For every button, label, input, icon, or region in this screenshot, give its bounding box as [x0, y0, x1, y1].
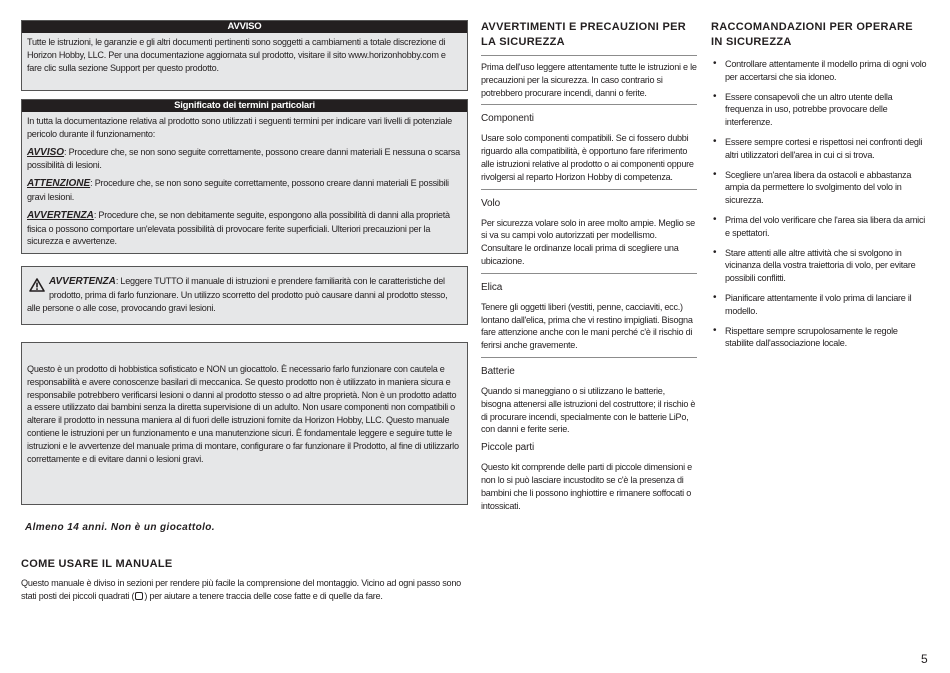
recommendations-title: RACCOMANDAZIONI PER OPERARE IN SICUREZZA: [711, 21, 913, 48]
term-label: AVVISO: [27, 146, 65, 158]
section-text-volo: Per sicurezza volare solo in aree molto ampie. Meglio se si va su campi volo autorizzati per modellismo. Consultare le ordinanze locali prima di scegliere una ubicazione.: [481, 217, 695, 266]
terms-title: Significato dei termini particolari: [22, 100, 467, 112]
list-item: • Rispettare sempre scrupolosamente le regole stabilite dall'associazione locale.: [711, 325, 927, 351]
recommendations-column: [711, 20, 927, 350]
list-item: • Prima del volo verificare che l'area sia libera da amici e spettatori.: [711, 214, 927, 240]
hobby-box: [21, 342, 468, 505]
safety-title: AVVERTIMENTI E PRECAUZIONI PER LA SICUREZZA: [481, 21, 686, 48]
terms-box: [21, 99, 468, 254]
warning-body: : Leggere TUTTO il manuale di istruzioni e prendere familiarità con le caratteristiche del prodotto, prima di farlo funzionare. Un utilizzo scorretto del prodotto può causare danni al prodotto stesso, alle persone o alle cose, provocando gravi lesioni.: [27, 276, 448, 313]
age-note: Almeno 14 anni. Non è un giocattolo.: [25, 522, 215, 533]
section-text-elica: Tenere gli oggetti liberi (vestiti, penne, cacciaviti, ecc.) lontano dall'elica, prima che vi restino impigliati. Bisogna fare attenzione anche con le mani perché c'è il rischio di ferirsi anche gravemente.: [481, 301, 693, 351]
manual-body: [21, 577, 468, 603]
list-item: • Controllare attentamente il modello prima di ogni volo per accertarsi che sia idoneo.: [711, 58, 927, 84]
manual-body-start: Questo manuale è diviso in sezioni per rendere più facile la comprensione del montaggio. Vicino ad ogni passo sono stati posti dei piccoli quadrati (: [21, 578, 461, 601]
divider: [481, 273, 697, 274]
warning-text: [27, 275, 462, 314]
term-label: AVVERTENZA: [27, 209, 94, 221]
term-text: : Procedure che, se non sono seguite correttamente, possono creare danni materiali E possibili gravi lesioni.: [27, 178, 449, 202]
section-text-piccole-parti: Questo kit comprende delle parti di piccole dimensioni e non lo si può lasciare incustodito se c'è la presenza di bambini che li possono inghiottire e rimanere soffocati o intossicati.: [481, 462, 692, 511]
divider: [481, 55, 697, 56]
safety-intro: Prima dell'uso leggere attentamente tutte le istruzioni e le precauzioni per la sicurezza. In caso contrario si potrebbero procurare incendi, danni o ferite.: [481, 62, 697, 98]
safety-column: [481, 20, 697, 512]
section-text-componenti: Usare solo componenti compatibili. Se ci fossero dubbi riguardo alla compatibilità, è opportuno fare riferimento alle istruzioni relative al prodotto o ai componenti oppure rivolgersi al reparto Horizon Hobby di competenza.: [481, 133, 694, 182]
term-text: : Procedure che, se non sono seguite correttamente, possono creare danni materiali E nessuna o scarsa possibilità di lesioni.: [27, 146, 460, 171]
term-attenzione: [27, 177, 462, 204]
hobby-body: Questo è un prodotto di hobbistica sofisticato e NON un giocattolo. È necessario farlo funzionare con cautela e responsabilità e avere conoscenze basilari di meccanica. Se questo prodotto non è utilizzato in maniera sicura e responsabile potrebbero verificarsi lesioni o danni al prodotto stesso o ad altre proprietà. Non è un prodotto adatto a essere utilizzato dai bambini senza la diretta supervisione di un adulto. Non usare componenti non compatibili o alterare il prodotto in nessuna maniera al di fuori delle istruzioni fornite da Horizon Hobby, LLC. Questo manuale contiene le istruzioni per un funzionamento e una manutenzione sicuri. È fondamentale leggere e seguire tutte le istruzioni e le avvertenze del manuale prima di montare, configurare o far funzionare il Prodotto, al fine di utilizzarlo correttamente e di evitare danni o lesioni gravi.: [27, 364, 459, 464]
list-item: • Essere sempre cortesi e rispettosi nei confronti degli altri utilizzatori dell'area in cui ci si trova.: [711, 136, 927, 162]
term-label: ATTENZIONE: [27, 178, 91, 190]
manual-body-end: ) per aiutare a tenere traccia delle cose fatte e di quelle da fare.: [144, 590, 383, 601]
divider: [481, 104, 697, 105]
checkbox-square-icon: [135, 592, 143, 600]
notice-title: AVVISO: [22, 21, 467, 33]
section-heading-piccole-parti: Piccole parti: [481, 442, 535, 454]
list-item: • Essere consapevoli che un altro utente della frequenza in uso, potrebbe provocare delle interferenze.: [711, 91, 927, 129]
list-item: • Scegliere un'area libera da ostacoli e abbastanza ampia da permettere lo svolgimento del volo in sicurezza.: [711, 169, 927, 207]
manual-title: COME USARE IL MANUALE: [21, 558, 173, 570]
term-avviso: [27, 146, 462, 173]
warning-box: [21, 266, 468, 325]
divider: [481, 189, 697, 190]
warning-triangle-icon: [29, 278, 45, 292]
manual-section: [21, 557, 468, 603]
page-number: 5: [921, 652, 928, 666]
section-heading-elica: Elica: [481, 281, 503, 293]
list-item: • Pianificare attentamente il volo prima di lanciare il modello.: [711, 292, 927, 318]
term-avvertenza: [27, 209, 462, 248]
section-heading-volo: Volo: [481, 197, 501, 209]
warning-term: AVVERTENZA: [49, 276, 116, 287]
list-item: • Stare attenti alle altre attività che si svolgono in vicinanza della vostra traiettoria di volo, per evitare possibili conflitti.: [711, 247, 927, 285]
notice-box: [21, 20, 468, 91]
notice-body: Tutte le istruzioni, le garanzie e gli altri documenti pertinenti sono soggetti a cambiamenti a totale discrezione di Horizon Hobby, LLC. Per una documentazione aggiornata sul prodotto, visitare il sito www.horizonhobby.com e fare clic sulla sezione Support per questo prodotto.: [27, 37, 446, 73]
recommendations-list: [711, 58, 927, 350]
term-text: : Procedure che, se non debitamente seguite, espongono alla possibilità di danni alla proprietà fisica o possono comportare un'elevata possibilità di provocare ferite superficiali. Ulteriori precauzioni per la sicurezza e avvertenze.: [27, 209, 450, 247]
section-heading-componenti: Componenti: [481, 113, 534, 125]
divider: [481, 357, 697, 358]
terms-intro: In tutta la documentazione relativa al prodotto sono utilizzati i seguenti termini per indicare vari livelli di potenziale pericolo durante il funzionamento:: [27, 116, 452, 139]
section-heading-batterie: Batterie: [481, 365, 515, 377]
section-text-batterie: Quando si maneggiano o si utilizzano le batterie, bisogna attenersi alle istruzioni del costruttore; il rischio è di procurare incendi, specialmente con le batterie LiPo, con danni e ferite serie.: [481, 385, 696, 435]
